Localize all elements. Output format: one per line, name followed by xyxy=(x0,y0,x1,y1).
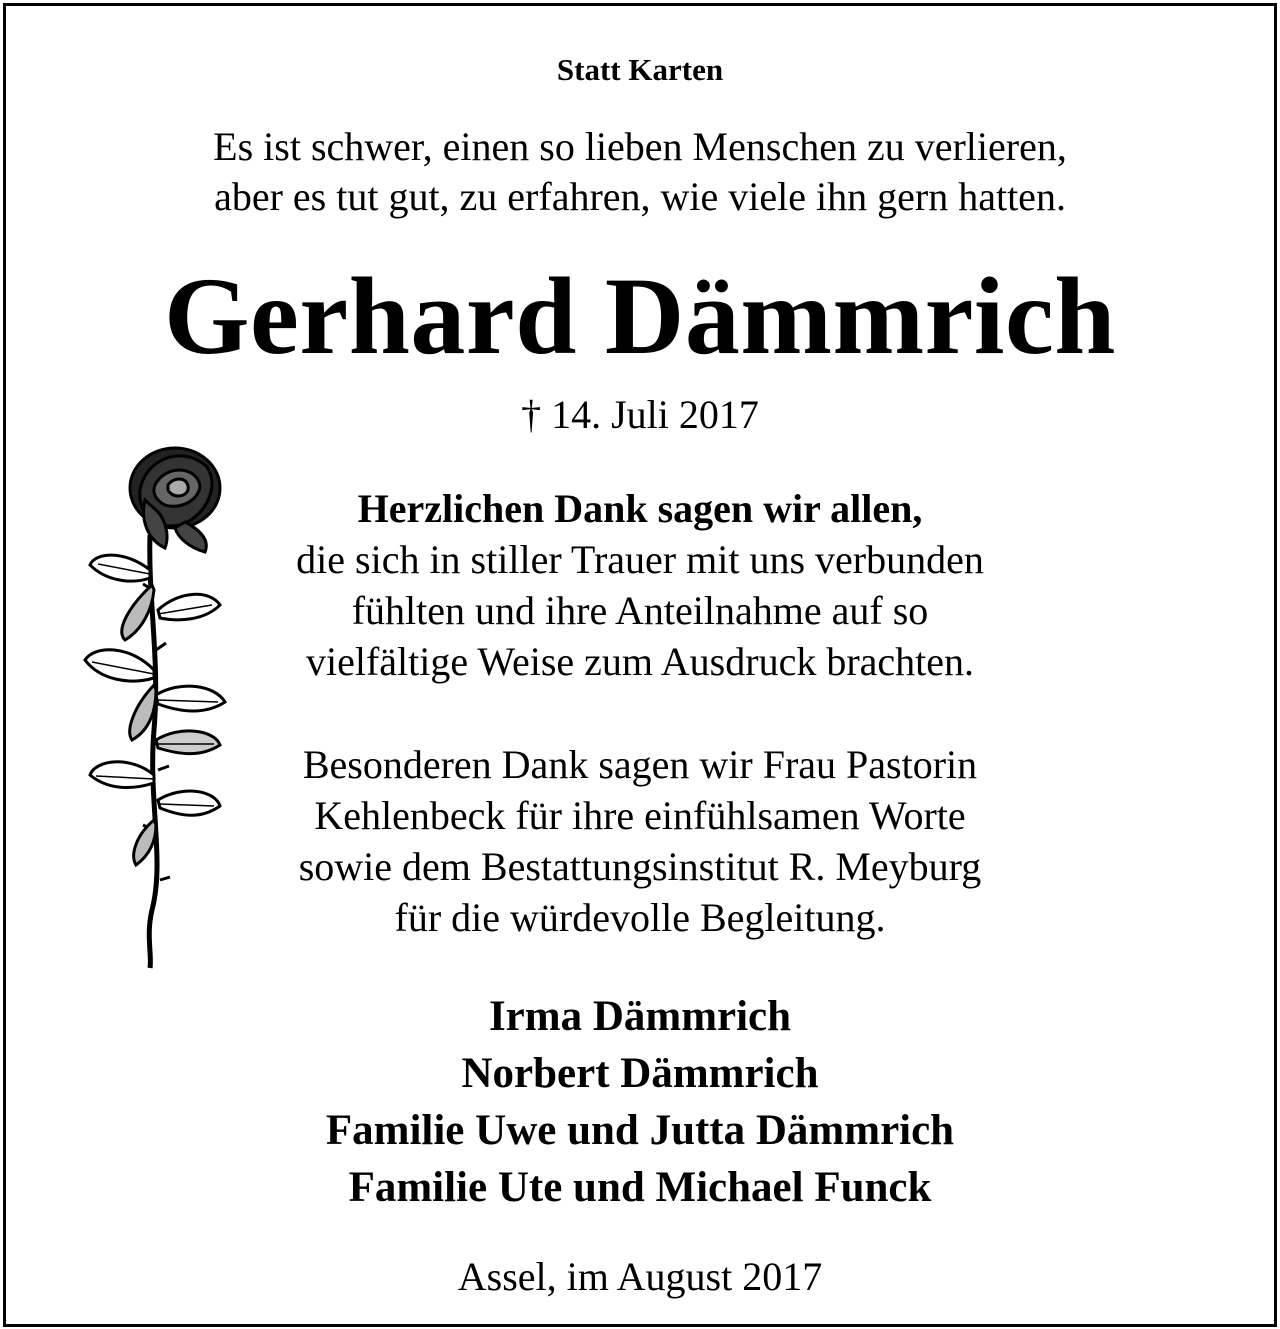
thanks-line: die sich in stiller Trauer mit uns verbunden xyxy=(296,537,984,582)
signer-name: Norbert Dämmrich xyxy=(461,1050,819,1097)
place-and-date: Assel, im August 2017 xyxy=(457,1254,823,1299)
deceased-name: Gerhard Dämmrich xyxy=(164,255,1116,377)
motto-line: aber es tut gut, zu erfahren, wie viele ihn gern hatten. xyxy=(214,174,1066,219)
header-text: Statt Karten xyxy=(556,52,724,87)
signer-name: Familie Uwe und Jutta Dämmrich xyxy=(325,1107,955,1154)
thanks-line: vielfältige Weise zum Ausdruck brachten. xyxy=(305,639,975,684)
signer-name: Familie Ute und Michael Funck xyxy=(348,1164,932,1211)
special-thanks-line: Besonderen Dank sagen wir Frau Pastorin xyxy=(302,742,978,787)
special-thanks-line: sowie dem Bestattungsinstitut R. Meyburg xyxy=(298,844,982,889)
thanks-line: fühlten und ihre Anteilnahme auf so xyxy=(351,588,929,633)
motto-line: Es ist schwer, einen so lieben Menschen zu verlieren, xyxy=(213,124,1067,169)
death-date: † 14. Juli 2017 xyxy=(521,392,759,437)
signer-name: Irma Dämmrich xyxy=(488,993,792,1040)
special-thanks-line: für die würdevolle Begleitung. xyxy=(394,895,886,940)
thanks-line: Herzlichen Dank sagen wir allen, xyxy=(357,486,923,531)
special-thanks-line: Kehlenbeck für ihre einfühlsamen Worte xyxy=(314,793,966,838)
rose-icon xyxy=(70,440,240,980)
